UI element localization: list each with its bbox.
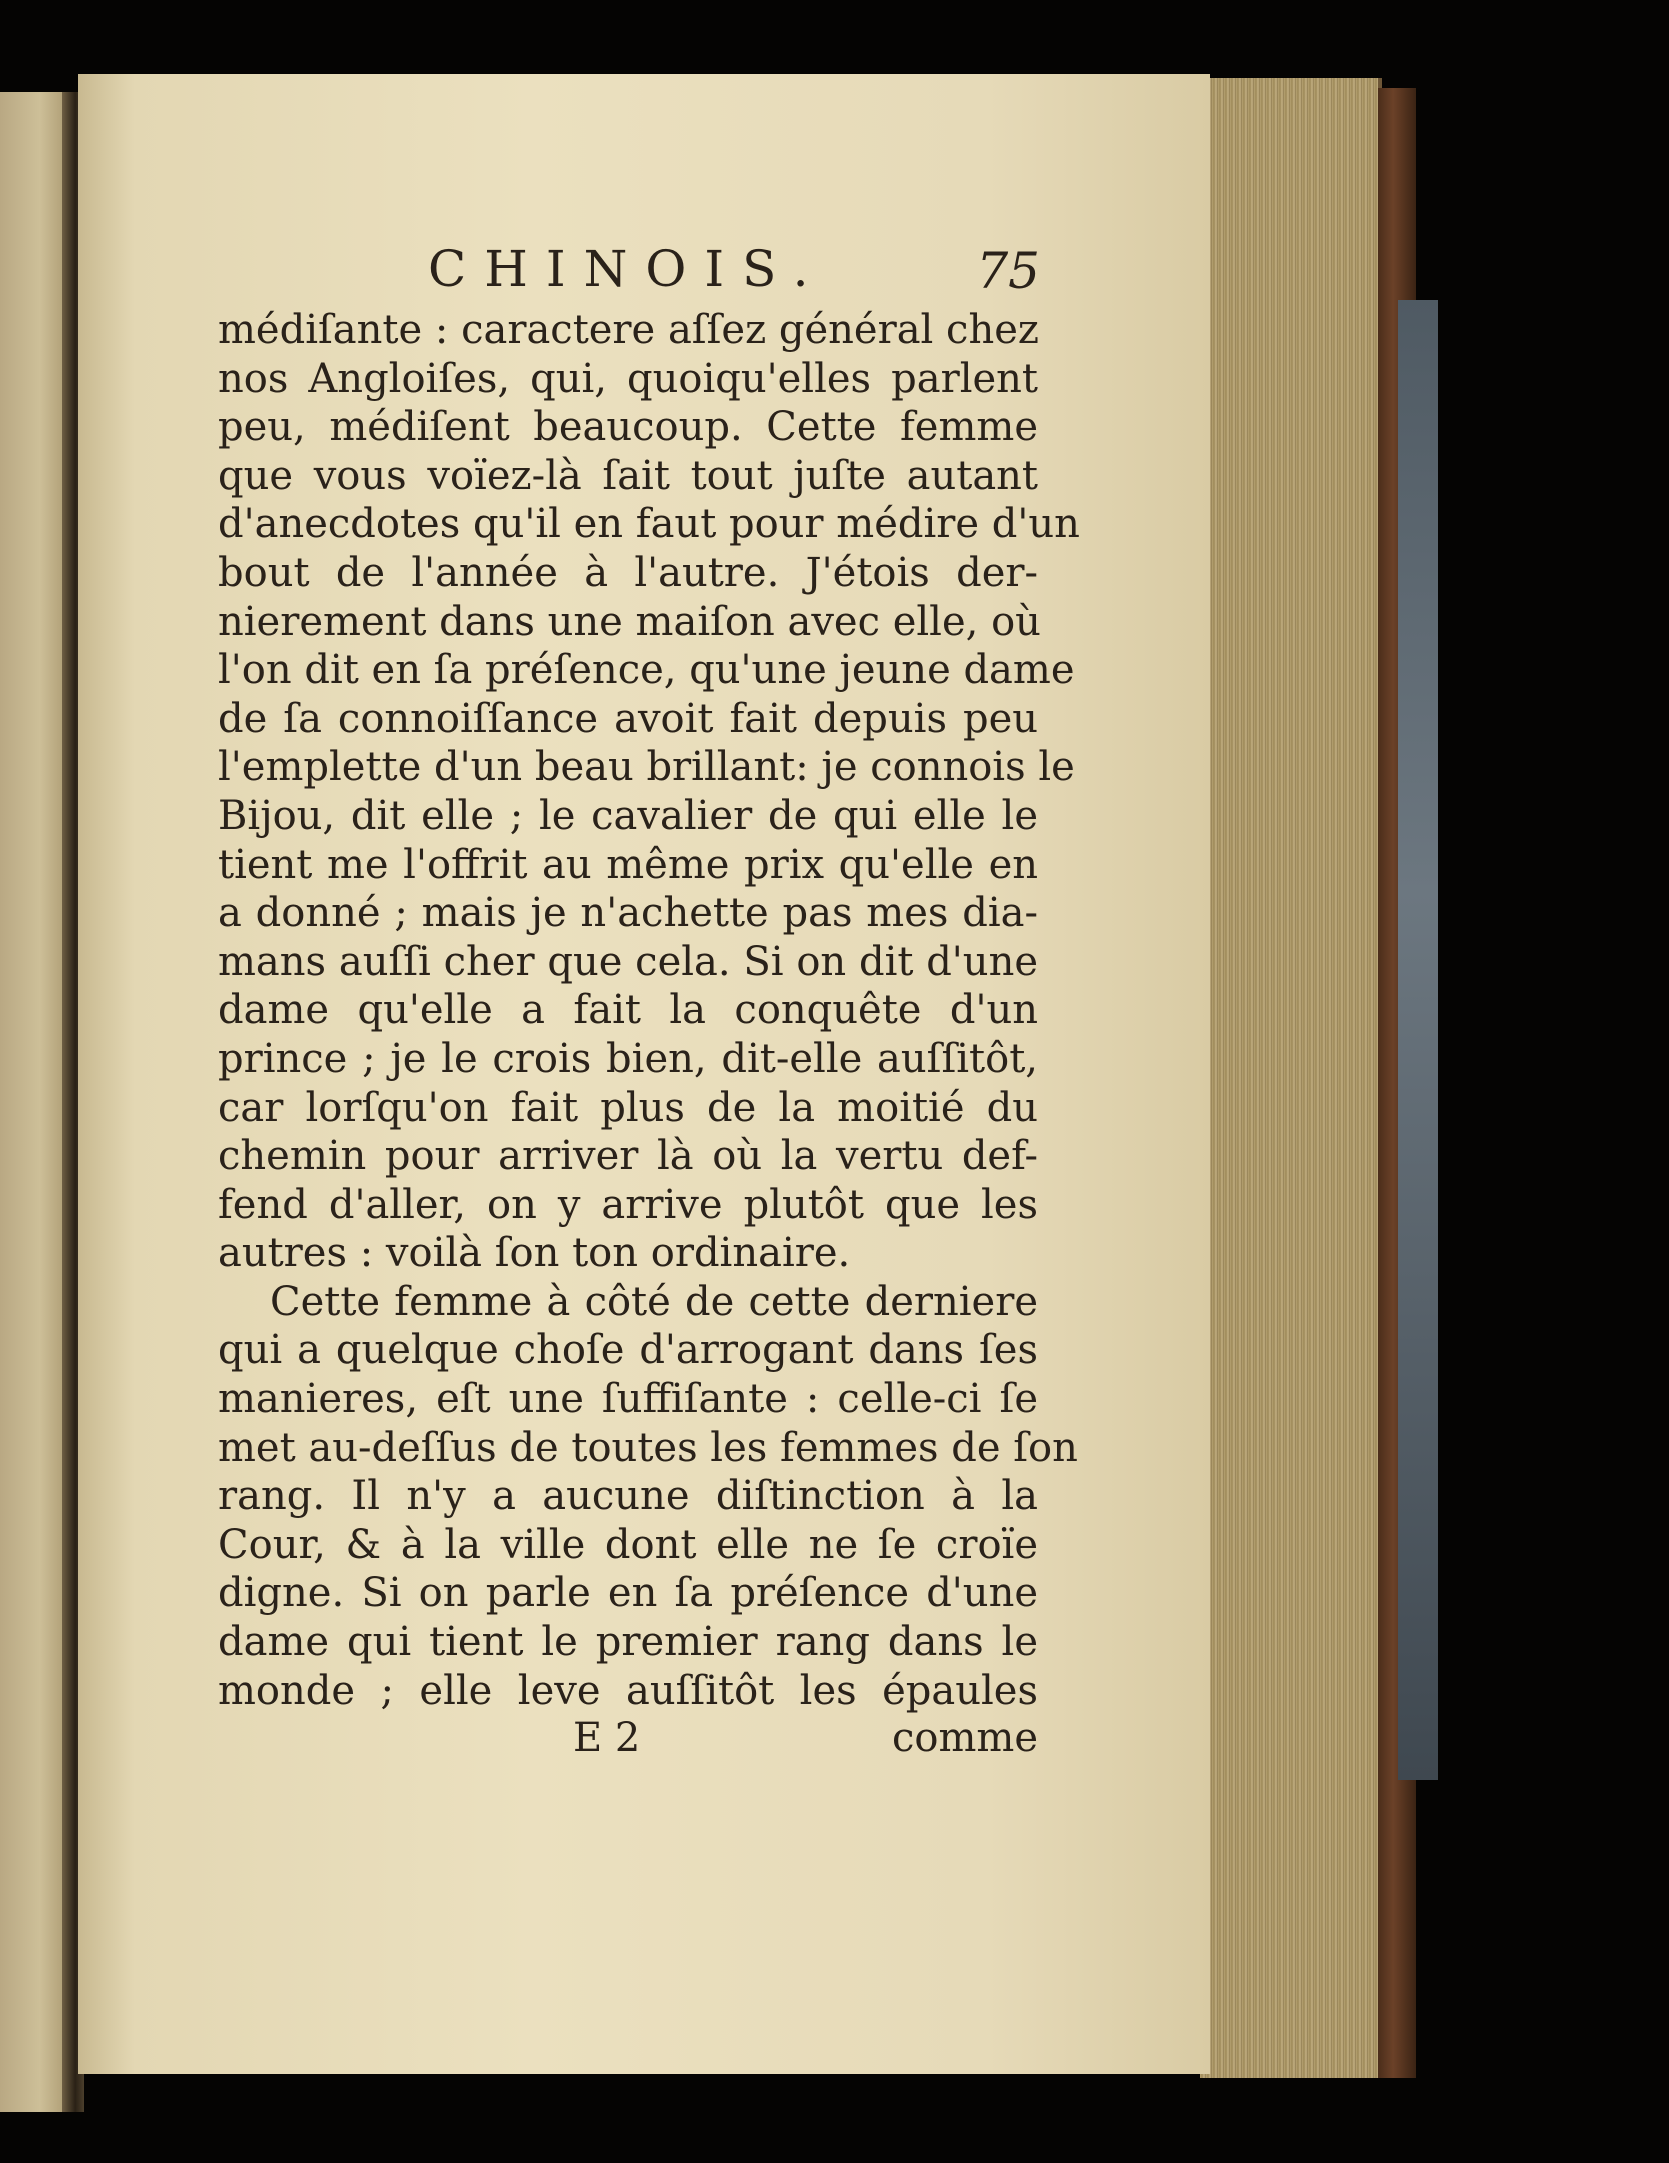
text-line: rang. Il n'y a aucune diſtinction à la: [218, 1473, 1038, 1520]
text-line: met au-deſſus de toutes les femmes de ſon: [218, 1424, 1078, 1471]
body-text: [218, 306, 1080, 1715]
text-line: médiſante : caractere aſſez général chez: [218, 307, 1039, 353]
text-line: nierement dans une maiſon avec elle, où: [218, 598, 1041, 645]
marbled-board: [1398, 300, 1438, 1780]
page-number: 75: [976, 242, 1040, 300]
running-title: CHINOIS.: [428, 240, 827, 298]
text-line: fend d'aller, on y arrive plutôt que les: [218, 1181, 1038, 1228]
text-line: Cour, & à la ville dont elle ne ſe croïe: [218, 1521, 1038, 1568]
text-line: dame qui tient le premier rang dans le: [218, 1619, 1038, 1666]
page-block-edge: [1200, 78, 1382, 2078]
text-line: mans auſſi cher que cela. Si on dit d'une: [218, 938, 1038, 985]
text-line: l'emplette d'un beau brillant: je connois le: [218, 744, 1075, 791]
text-line: monde ; elle leve auſſitôt les épaules: [218, 1667, 1038, 1714]
text-line: Bijou, dit elle ; le cavalier de qui elle le: [218, 792, 1038, 839]
text-line: que vous voïez-là ſait tout juſte autant: [218, 452, 1038, 499]
text-line: de ſa connoiſſance avoit fait depuis peu: [218, 695, 1038, 742]
running-head: [218, 240, 1038, 306]
text-line: a donné ; mais je n'achette pas mes dia-: [218, 890, 1038, 937]
text-line: bout de l'année à l'autre. J'étois der-: [218, 549, 1038, 596]
signature-mark: E 2: [573, 1715, 641, 1762]
text-line: manieres, eſt une ſuffiſante : celle-ci ſe: [218, 1376, 1038, 1423]
text-line: chemin pour arriver là où la vertu def-: [218, 1133, 1038, 1180]
catchword: comme: [891, 1715, 1038, 1762]
text-line: dame qu'elle a fait la conquête d'un: [218, 987, 1038, 1034]
text-line: prince ; je le crois bien, dit-elle auſſitôt,: [218, 1035, 1038, 1082]
text-line: tient me l'offrit au même prix qu'elle en: [218, 841, 1038, 888]
paragraph-start-line: Cette femme à côté de cette derniere: [270, 1278, 1038, 1325]
text-line: l'on dit en ſa préſence, qu'une jeune dame: [218, 647, 1075, 694]
text-line: nos Angloiſes, qui, quoiqu'elles parlent: [218, 355, 1038, 402]
page-footer: [218, 1715, 1038, 1767]
page-text-block: [218, 240, 1080, 1767]
text-line: autres : voilà ſon ton ordinaire.: [218, 1230, 851, 1277]
text-line: qui a quelque choſe d'arrogant dans ſes: [218, 1327, 1038, 1374]
text-line: d'anecdotes qu'il en faut pour médire d'un: [218, 501, 1080, 548]
text-line: digne. Si on parle en ſa préſence d'une: [218, 1570, 1038, 1617]
text-line: peu, médiſent beaucoup. Cette femme: [218, 404, 1038, 451]
text-line: car lorſqu'on fait plus de la moitié du: [218, 1084, 1038, 1131]
